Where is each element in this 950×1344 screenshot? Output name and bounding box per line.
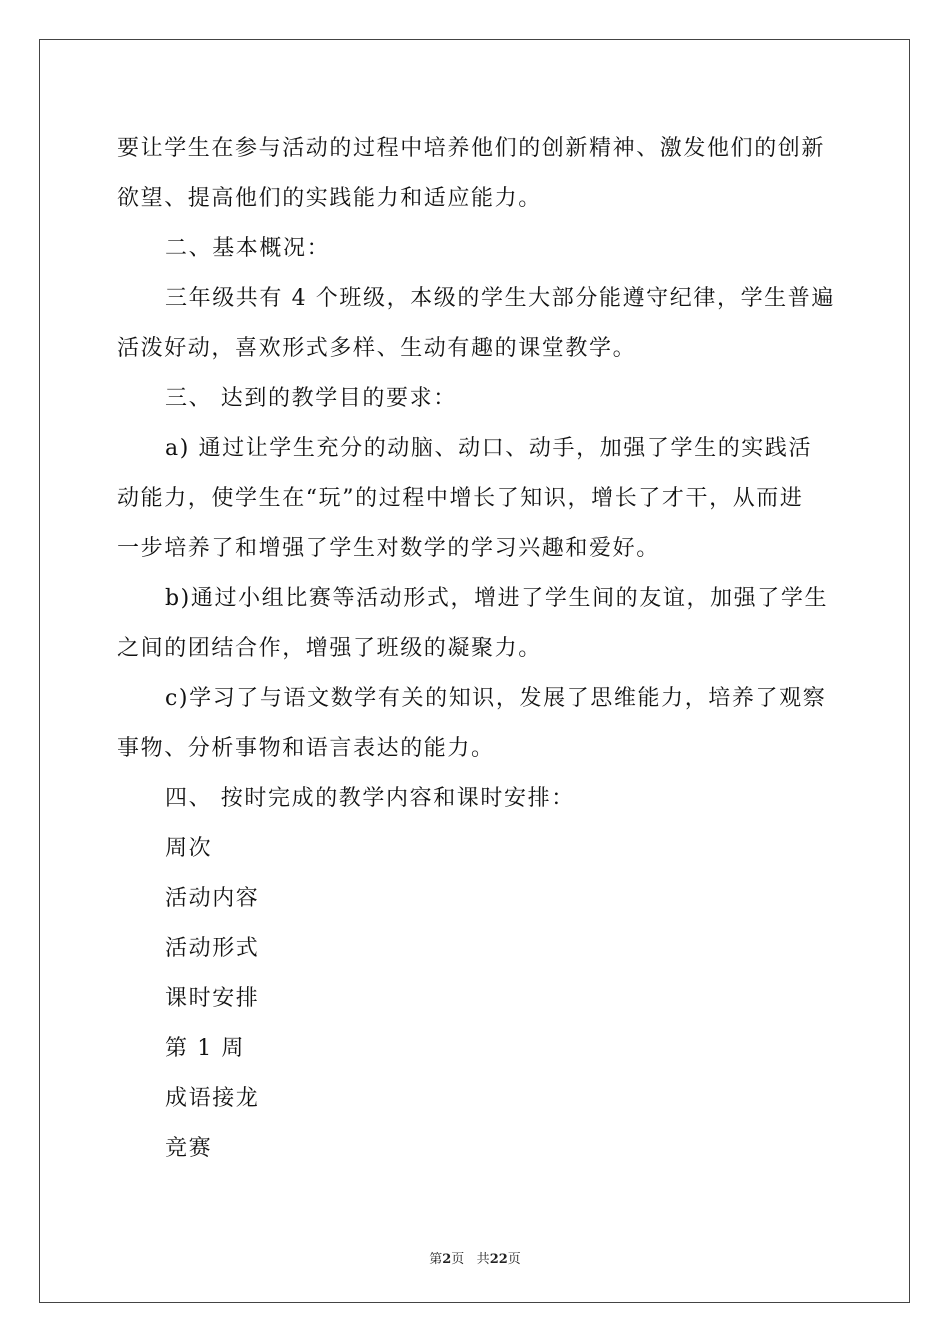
page-total: 22 [489, 1252, 508, 1267]
text-line: 一步培养了和增强了学生对数学的学习兴趣和爱好。 [117, 536, 660, 561]
text-line: 三年级共有 4 个班级，本级的学生大部分能遵守纪律，学生普遍 [165, 286, 835, 311]
page-unit: 页 [451, 1252, 465, 1267]
text-line: 之间的团结合作，增强了班级的凝聚力。 [117, 636, 542, 661]
text-line: 要让学生在参与活动的过程中培养他们的创新精神、激发他们的创新 [117, 136, 826, 161]
page-prefix: 第 [429, 1252, 443, 1267]
page-footer [0, 1248, 950, 1267]
text-line: 事物、分析事物和语言表达的能力。 [117, 736, 495, 761]
section-heading-schedule: 四、 按时完成的教学内容和课时安排： [165, 786, 575, 811]
section-heading-overview: 二、基本概况： [165, 236, 331, 261]
section-heading-goals: 三、 达到的教学目的要求： [165, 386, 457, 411]
text-line: a) 通过让学生充分的动脑、动口、动手，加强了学生的实践活 [165, 436, 813, 461]
document-body [117, 124, 833, 1174]
text-line: 活泼好动，喜欢形式多样、生动有趣的课堂教学。 [117, 336, 637, 361]
total-unit: 页 [507, 1252, 521, 1267]
table-cell-hours-header: 课时安排 [165, 986, 260, 1011]
table-cell-content-header: 活动内容 [165, 886, 260, 911]
table-cell-content: 成语接龙 [165, 1086, 260, 1111]
table-cell-week-header: 周次 [165, 836, 213, 861]
table-cell-week: 第 1 周 [165, 1036, 245, 1061]
total-prefix: 共 [476, 1252, 490, 1267]
table-cell-form-header: 活动形式 [165, 936, 260, 961]
text-line: b)通过小组比赛等活动形式，增进了学生间的友谊，加强了学生 [165, 586, 829, 611]
text-line: 动能力，使学生在“玩”的过程中增长了知识，增长了才干，从而进 [117, 486, 804, 511]
text-line: 欲望、提高他们的实践能力和适应能力。 [117, 186, 542, 211]
page-current: 2 [442, 1252, 452, 1267]
table-cell-form: 竞赛 [165, 1136, 213, 1161]
text-line: c)学习了与语文数学有关的知识，发展了思维能力，培养了观察 [165, 686, 827, 711]
